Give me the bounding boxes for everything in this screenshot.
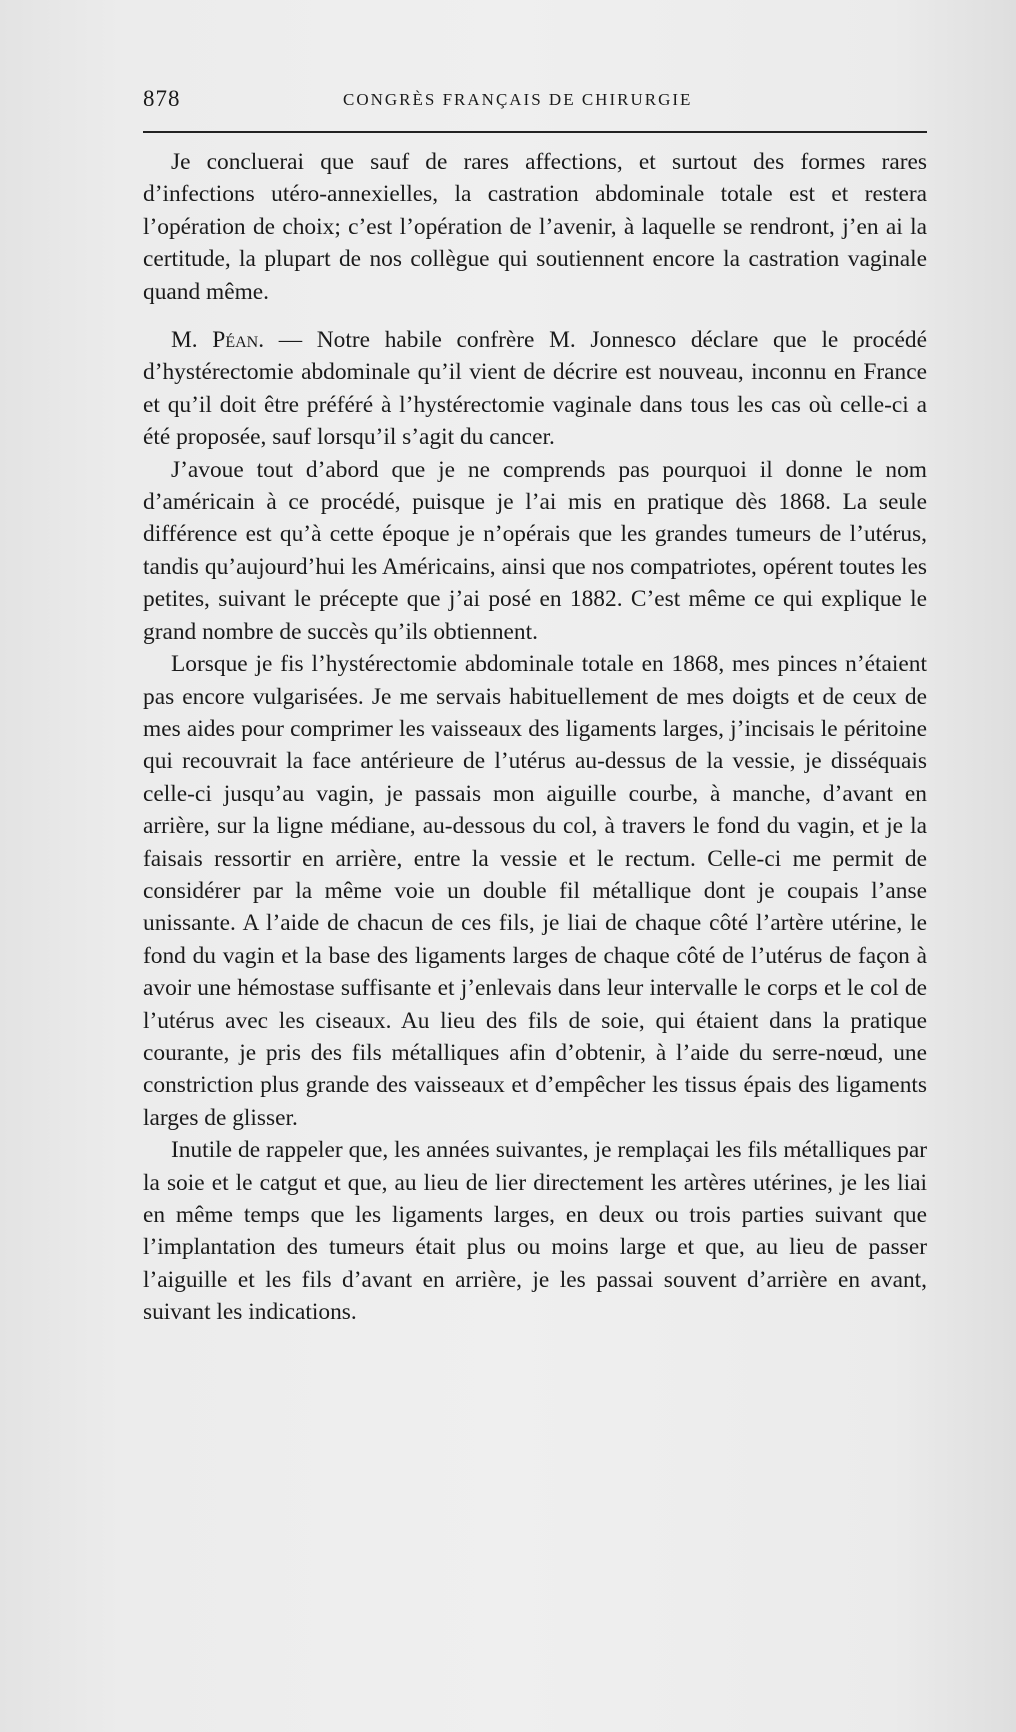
body-text: [143, 146, 927, 1329]
paragraph-conclusion: Je concluerai que sauf de rares affections, et surtout des formes rares d’infections utéro-annexielles, la castration abdominale totale est et restera l’opération de choix; c’est l’opération de l’avenir, à laquelle se rendront, j’en ai la certitude, la plupart de nos collègue qui soutiennent encore la castration vaginale quand même.: [143, 149, 927, 305]
page-number: 878: [143, 86, 181, 111]
running-head: CONGRÈS FRANÇAIS DE CHIRURGIE: [343, 90, 693, 109]
page-header: [143, 84, 927, 116]
header-rule: [143, 131, 927, 133]
paragraph-gap: [143, 308, 927, 324]
paragraph-pean-intro-text: — Notre habile confrère M. Jonnesco déclare que le procédé d’hystérectomie abdominale qu’il vient de décrire est nouveau, inconnu en France et qu’il doit être préféré à l’hystérectomie vaginale dans tous les cas où celle-ci a été proposée, sauf lorsqu’il s’agit du cancer.: [143, 327, 928, 451]
paragraph-pean-intro: [143, 324, 927, 454]
paragraph-american-method: J’avoue tout d’abord que je ne comprends pas pourquoi il donne le nom d’américain à ce procédé, puisque je l’ai mis en pratique dès 1868. La seule différence est qu’à cette époque je n’opérais que les grandes tumeurs de l’utérus, tandis qu’aujourd’hui les Américains, ainsi que nos compatriotes, opérent toutes les petites, suivant le précepte que j’ai posé en 1882. C’est même ce qui explique le grand nombre de succès qu’ils obtiennent.: [143, 456, 927, 645]
speaker-name: M. Péan.: [171, 327, 265, 354]
paragraph-hysterectomy-1868: Lorsque je fis l’hystérectomie abdominale totale en 1868, mes pinces n’étaient pas encore vulgarisées. Je me servais habituellement de mes doigts et de ceux de mes aides pour comprimer les vaisseaux des ligaments larges, j’incisais le péritoine qui recouvrait la face antérieure de l’utérus au-dessus de la vessie, je disséquais celle-ci jusqu’au vagin, je passais mon aiguille courbe, à manche, d’avant en arrière, sur la ligne médiane, au-dessous du col, à travers le fond du vagin, et je la faisais ressortir en arrière, entre la vessie et le rectum. Celle-ci me permit de considérer par la même voie un double fil métallique dont je coupais l’anse unissante. A l’aide de chacun de ces fils, je liai de chaque côté l’artère utérine, le fond du vagin et la base des ligaments larges de chaque côté de l’utérus de façon à avoir une hémostase suffisante et j’enlevais dans leur intervalle le corps et le col de l’utérus avec les ciseaux. Au lieu des fils de soie, qui étaient dans la pratique courante, je pris des fils métalliques afin d’obtenir, à l’aide du serre-nœud, une constriction plus grande des vaisseaux et d’empêcher les tissus épais des ligaments larges de glisser.: [143, 651, 927, 1131]
paragraph-later-years: Inutile de rappeler que, les années suivantes, je remplaçai les fils métalliques par la soie et le catgut et que, au lieu de lier directement les artères utérines, je les liai en même temps que les ligaments larges, en deux ou trois parties suivant que l’implantation des tumeurs était plus ou moins large et que, au lieu de passer l’aiguille et les fils d’avant en arrière, je les passai souvent d’arrière en avant, suivant les indications.: [143, 1137, 927, 1326]
